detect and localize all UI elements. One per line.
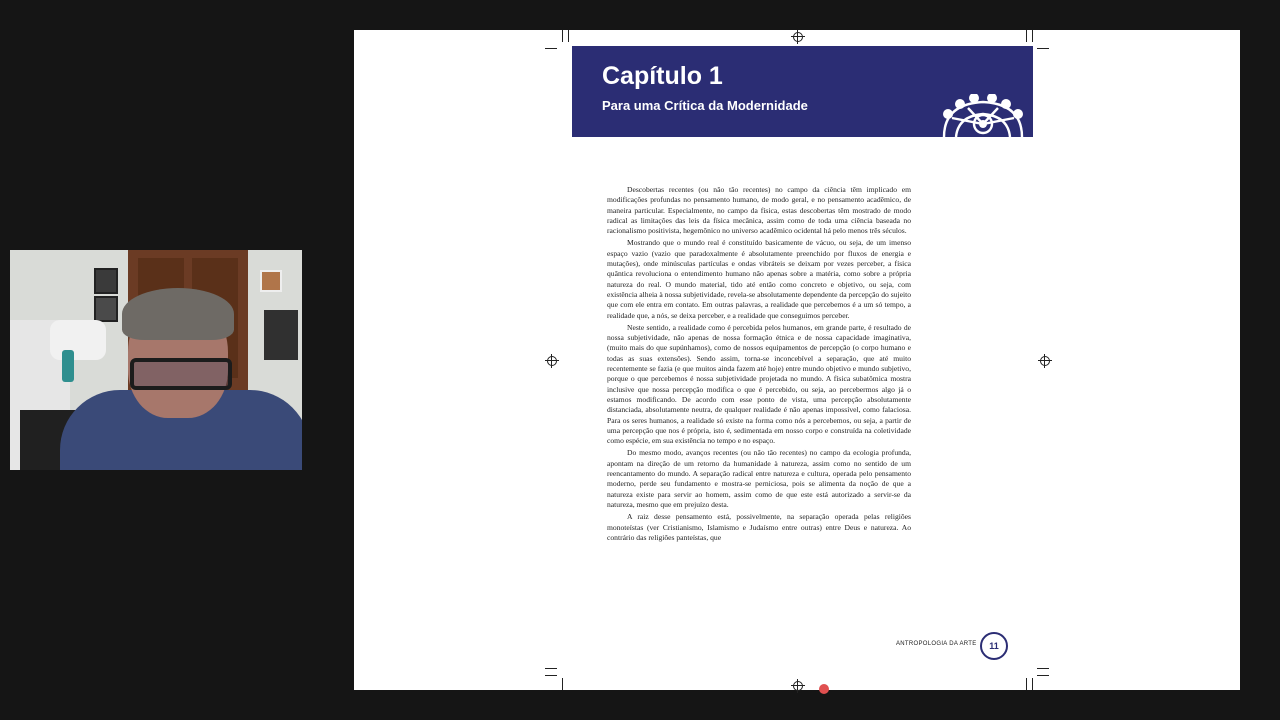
webcam-video-feed <box>10 250 302 470</box>
webcam-person-hair <box>122 288 234 340</box>
crop-mark <box>1026 30 1027 42</box>
crop-mark <box>568 30 569 42</box>
ornament-logo-icon <box>938 94 1028 137</box>
crop-mark <box>545 48 557 49</box>
crop-mark <box>1037 675 1049 676</box>
chapter-banner <box>572 46 1033 137</box>
crop-mark <box>1037 48 1049 49</box>
webcam-wall-picture <box>94 268 118 294</box>
crop-mark <box>545 675 557 676</box>
paragraph: Do mesmo modo, avanços recentes (ou não tão recentes) no campo da ecologia profunda, apontam na direção de um retorno da humanidade à natureza, assim como no sentido de um reencantamento do mundo. A separação radical entre natureza e cultura, operada pelo pensamento moderno, perde seu fundamento e mostra-se perniciosa, pois se alimenta da noção de que a natureza existe para servir ao homem, assim como de que este está autorizado a servir-se da natureza, mesmo que em prejuízo desta. <box>607 448 911 509</box>
webcam-pillow <box>50 320 106 360</box>
paragraph: Descobertas recentes (ou não tão recentes) no campo da ciência têm implicado em modificações profundas no pensamento humano, de modo geral, e no pensamento acadêmico, de maneira particular. Especialmente, no campo da física, estas descobertas têm mostrado de modo radical as limitações das leis da física mecânica, assim como de toda uma ciência baseada no racionalismo positivista, hegemônico no universo acadêmico ocidental há pelo menos três séculos. <box>607 185 911 236</box>
pointer-indicator <box>819 684 829 694</box>
paragraph: A raiz desse pensamento está, possivelmente, na separação operada pelas religiões monoteístas (ver Cristianismo, Islamismo e Judaísmo entre outras) entre Deus e natureza. Ao contrário das religiões panteístas, que <box>607 512 911 542</box>
crop-mark <box>1032 30 1033 42</box>
page-number-badge: 11 <box>980 632 1008 660</box>
paragraph: Neste sentido, a realidade como é percebida pelos humanos, em grande parte, é resultado de nossa subjetividade, não apenas de nossa formação étnica e de nossa capacidade imaginativa, (muito mais do que supúnhamos), como de nossos equipamentos de percepção (o corpo humano e todas as suas extensões). Sendo assim, torna-se inconcebível a separação, que até muito recentemente se fazia (e que muitos ainda fazem até hoje) entre mundo objetivo e mundo subjetivo, porque o que percebemos é nossa subjetividade projetada no mundo. A física subatômica mostra inclusive que nossa percepção modifica o que é percebido, ou seja, ao percebermos algo já o estamos modificando. De acordo com esse ponto de vista, uma percepção absolutamente distanciada, absolutamente neutra, de qualquer realidade é não apenas impossível, como falaciosa. Para os seres humanos, a realidade só existe na forma como nós a percebemos, ou seja, a partir de uma percepção que nos é própria, isto é, sedimentada em nosso corpo e construída na coletividade como espécie, em sua existência no tempo e no espaço. <box>607 322 911 446</box>
registration-mark-icon <box>793 681 803 691</box>
chapter-title: Capítulo 1 <box>602 62 723 90</box>
paragraph: Mostrando que o mundo real é constituído basicamente de vácuo, ou seja, de um imenso espaço vazio (vazio que paradoxalmente é absolutamente preenchido por fluxos de energia e mutações), onde minúsculas partículas e ondas vibráteis se deixam por vezes perceber, a física quântica revoluciona o entendimento humano não apenas sobre a matéria, como sobre a própria natureza do real. O mundo material, tido até então como concreto e objetivo, ou seja, com existência alheia à nossa subjetividade, revela-se absolutamente dependente da percepção do sujeito que com ele entra em contato. Em outras palavras, a realidade que percebemos é a um só tempo, a realidade que, a nós, se deixa perceber, e a realidade que conseguimos perceber. <box>607 238 911 320</box>
crop-mark <box>1032 678 1033 690</box>
webcam-person-glasses <box>130 358 232 390</box>
chapter-subtitle: Para uma Crítica da Modernidade <box>602 98 808 113</box>
registration-mark-icon <box>1040 356 1050 366</box>
registration-mark-icon <box>793 32 803 42</box>
running-footer: ANTROPOLOGIA DA ARTE <box>896 641 977 647</box>
webcam-wall-picture <box>94 296 118 322</box>
crop-mark <box>1026 678 1027 690</box>
registration-mark-icon <box>547 356 557 366</box>
crop-mark <box>562 30 563 42</box>
webcam-bottle <box>62 350 74 382</box>
chapter-body-text <box>607 185 911 545</box>
crop-mark <box>1037 668 1049 669</box>
webcam-monitor <box>264 310 298 360</box>
webcam-wall-picture <box>260 270 282 292</box>
crop-mark <box>562 678 563 690</box>
crop-mark <box>545 668 557 669</box>
